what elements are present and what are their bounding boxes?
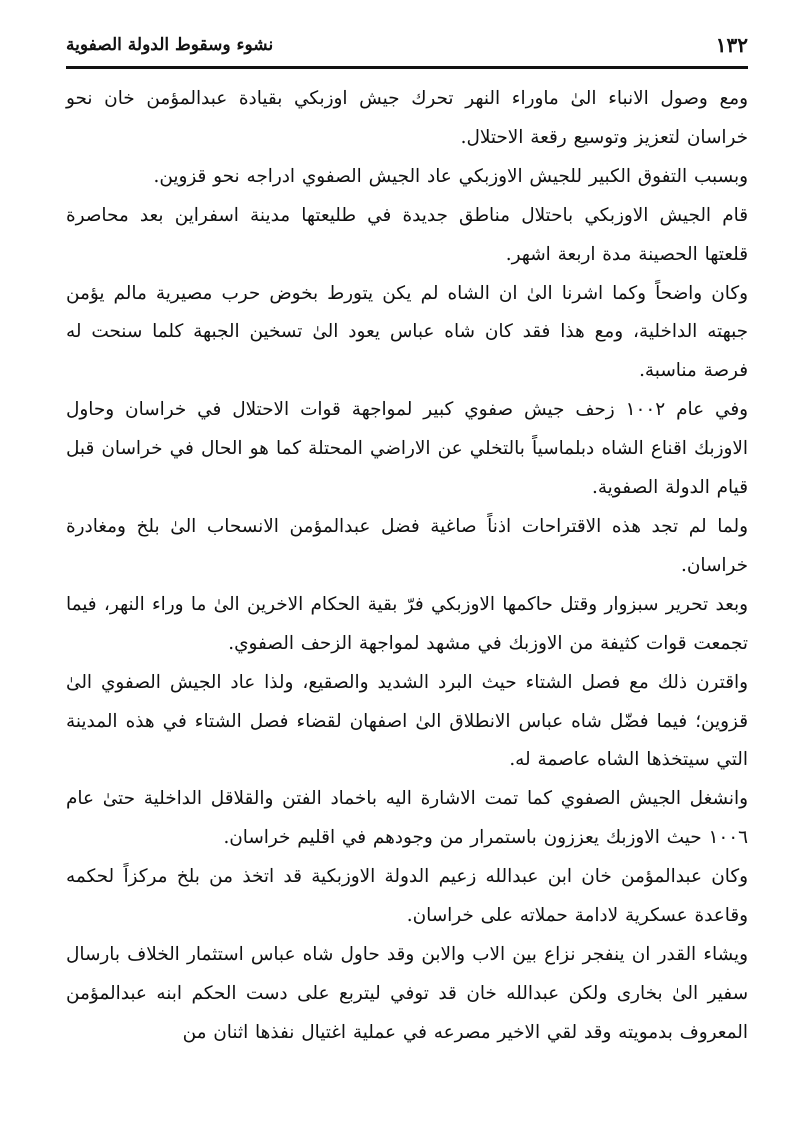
body-text [66, 80, 748, 1053]
paragraph: وبسبب التفوق الكبير للجيش الاوزبكي عاد الجيش الصفوي ادراجه نحو قزوين. [153, 165, 748, 187]
book-page [66, 0, 748, 1147]
paragraph: ومع وصول الانباء الىٰ ماوراء النهر تحرك جيش اوزبكي بقيادة عبدالمؤمن خان نحو خراسان لتعزيز وتوسيع رقعة الاحتلال. [66, 88, 748, 148]
paragraph: واقترن ذلك مع فصل الشتاء حيث البرد الشديد والصقيع، ولذا عاد الجيش الصفوي الىٰ قزوين؛ فيما فضّل شاه عباس الانطلاق الىٰ اصفهان لقضاء فصل الشتاء في هذه المدينة التي سيتخذها الشاه عاصمة له. [66, 671, 748, 771]
paragraph: قام الجيش الاوزبكي باحتلال مناطق جديدة في طليعتها مدينة اسفراين بعد محاصرة قلعتها الحصينة مدة اربعة اشهر. [66, 204, 748, 265]
paragraph: وكان عبدالمؤمن خان ابن عبدالله زعيم الدولة الاوزبكية قد اتخذ من بلخ مركزاً لحكمه وقاعدة عسكرية لادامة حملاته على خراسان. [66, 866, 748, 927]
paragraph: وكان واضحاً وكما اشرنا الىٰ ان الشاه لم يكن يتورط بخوض حرب مصيرية مالم يؤمن جبهته الداخلية، ومع هذا فقد كان شاه عباس يعود الىٰ تسخين الجبهة كلما سنحت له فرصة مناسبة. [66, 282, 748, 382]
paragraph: وفي عام ١٠٠٢ زحف جيش صفوي كبير لمواجهة قوات الاحتلال في خراسان وحاول الاوزبك اقناع الشاه دبلماسياً بالتخلي عن الاراضي المحتلة كما هو الحال في خراسان قبل قيام الدولة الصفوية. [66, 399, 749, 499]
paragraph: ولما لم تجد هذه الاقتراحات اذناً صاغية فضل عبدالمؤمن الانسحاب الىٰ بلخ ومغادرة خراسان. [66, 515, 748, 576]
page-header [66, 30, 748, 60]
page-number: ١٣٢ [715, 33, 748, 57]
paragraph: ويشاء القدر ان ينفجر نزاع بين الاب والابن وقد حاول شاه عباس استثمار الخلاف بارسال سفير الىٰ بخارى ولكن عبدالله خان قد توفي ليتربع على دست الحكم ابنه عبدالمؤمن المعروف بدمويته وقد لقي الاخير مصرعه في عملية اغتيال نفذها اثنان من [66, 943, 748, 1043]
running-title: نشوء وسقوط الدولة الصفوية [66, 35, 274, 55]
header-divider [66, 66, 748, 69]
paragraph: وانشغل الجيش الصفوي كما تمت الاشارة اليه باخماد الفتن والقلاقل الداخلية حتىٰ عام ١٠٠٦ حيث الاوزبك يعززون باستمرار من وجودهم في اقليم خراسان. [66, 788, 748, 849]
paragraph: وبعد تحرير سبزوار وقتل حاكمها الاوزبكي فرّ بقية الحكام الاخرين الىٰ ما وراء النهر، فيما تجمعت قوات كثيفة من الاوزبك في مشهد لمواجهة الزحف الصفوي. [66, 593, 748, 654]
